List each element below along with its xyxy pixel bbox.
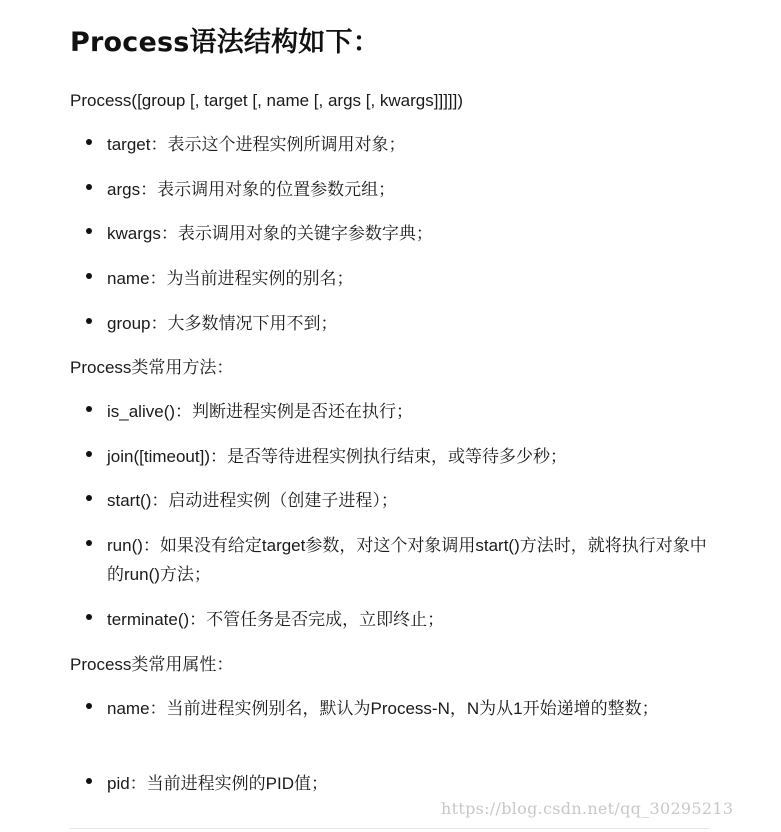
list-item-text: start()：启动进程实例（创建子进程）； [107, 491, 398, 510]
list-item-text: args：表示调用对象的位置参数元组； [107, 180, 396, 199]
bullet-dot-icon [86, 778, 92, 784]
methods-heading: Process类常用方法： [70, 358, 234, 377]
list-item-text: join([timeout])：是否等待进程实例执行结束，或等待多少秒； [107, 447, 567, 466]
bullet-dot-icon [86, 184, 92, 190]
bullet-dot-icon [86, 228, 92, 234]
source-watermark: https://blog.csdn.net/qq_30295213 [441, 799, 734, 818]
divider [70, 828, 710, 829]
bullet-dot-icon [86, 495, 92, 501]
list-item-text: group：大多数情况下用不到； [107, 314, 338, 333]
bullet-dot-icon [86, 703, 92, 709]
bullet-dot-icon [86, 273, 92, 279]
list-item-text: run()：如果没有给定target参数，对这个对象调用start()方法时，就将执行对象中的run()方法； [107, 536, 707, 584]
bullet-dot-icon [86, 318, 92, 324]
bullet-dot-icon [86, 406, 92, 412]
process-signature: Process([group [, target [, name [, args [, kwargs]]]]]) [70, 91, 464, 110]
bullet-dot-icon [86, 614, 92, 620]
attributes-heading: Process类常用属性： [70, 655, 234, 674]
bullet-dot-icon [86, 540, 92, 546]
bullet-dot-icon [86, 139, 92, 145]
list-item-text: name：为当前进程实例的别名； [107, 269, 354, 288]
list-item-text: is_alive()：判断进程实例是否还在执行； [107, 402, 414, 421]
list-item-text: name：当前进程实例别名，默认为Process-N，N为从1开始递增的整数； [107, 699, 659, 718]
list-item-text: target：表示这个进程实例所调用对象； [107, 135, 406, 154]
list-item-text: pid：当前进程实例的PID值； [107, 774, 329, 793]
page-title: Process语法结构如下： [70, 27, 380, 58]
list-item-text: kwargs：表示调用对象的关键字参数字典； [107, 224, 433, 243]
bullet-dot-icon [86, 451, 92, 457]
list-item-text: terminate()：不管任务是否完成，立即终止； [107, 610, 445, 629]
